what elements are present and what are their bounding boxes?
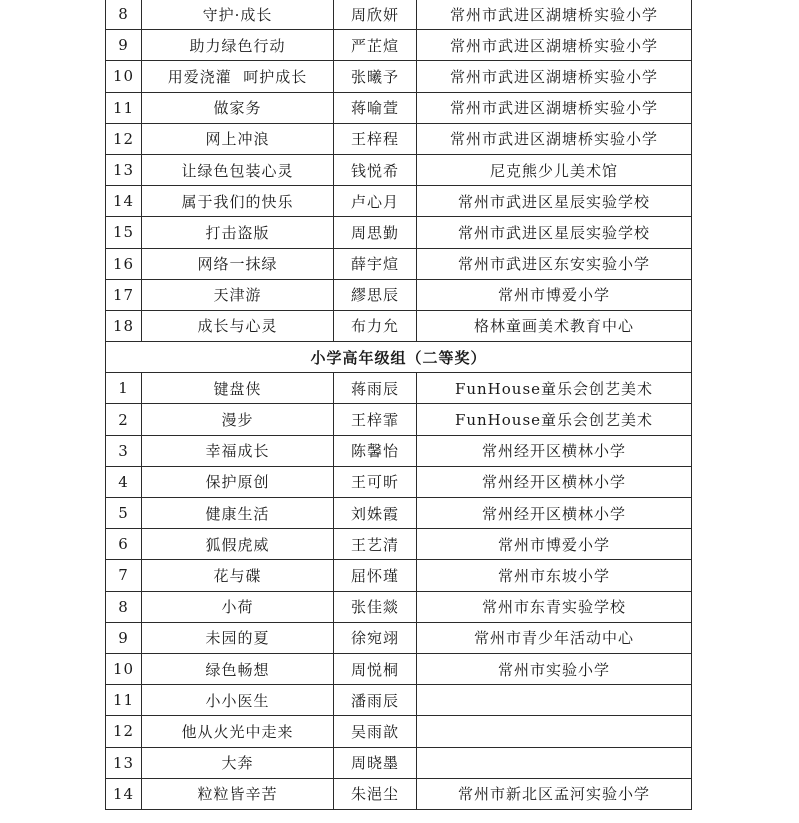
row-number: 14: [106, 778, 142, 809]
row-number: 10: [106, 653, 142, 684]
table-row: [106, 30, 692, 61]
table-row: [106, 61, 692, 92]
row-number: 13: [106, 154, 142, 185]
row-number: 8: [106, 591, 142, 622]
school-name: 常州市武进区湖塘桥实验小学: [417, 61, 692, 92]
table-row: [106, 217, 692, 248]
school-name: 尼克熊少儿美术馆: [417, 154, 692, 185]
artwork-title: 健康生活: [142, 498, 334, 529]
table-row: [106, 560, 692, 591]
artwork-title: 粒粒皆辛苦: [142, 778, 334, 809]
artwork-title: 小小医生: [142, 685, 334, 716]
artwork-title: 未园的夏: [142, 622, 334, 653]
artwork-title: 漫步: [142, 404, 334, 435]
row-number: 9: [106, 30, 142, 61]
student-name: 张佳燚: [334, 591, 417, 622]
row-number: 11: [106, 685, 142, 716]
school-name: 常州经开区横林小学: [417, 498, 692, 529]
school-name: 常州经开区横林小学: [417, 466, 692, 497]
student-name: 张曦予: [334, 61, 417, 92]
artwork-title: 天津游: [142, 279, 334, 310]
school-name: [417, 747, 692, 778]
table-row: [106, 435, 692, 466]
awards-table-body: [106, 0, 692, 809]
student-name: 蒋喻萱: [334, 92, 417, 123]
student-name: 刘姝霞: [334, 498, 417, 529]
awards-table: [105, 0, 692, 810]
student-name: 周欣妍: [334, 0, 417, 30]
school-name: FunHouse童乐会创艺美术: [417, 404, 692, 435]
table-row: [106, 685, 692, 716]
row-number: 15: [106, 217, 142, 248]
artwork-title: 花与碟: [142, 560, 334, 591]
row-number: 14: [106, 186, 142, 217]
row-number: 11: [106, 92, 142, 123]
artwork-title: 绿色畅想: [142, 653, 334, 684]
row-number: 7: [106, 560, 142, 591]
row-number: 17: [106, 279, 142, 310]
artwork-title: 助力绿色行动: [142, 30, 334, 61]
school-name: 常州市东青实验学校: [417, 591, 692, 622]
row-number: 2: [106, 404, 142, 435]
school-name: 常州市青少年活动中心: [417, 622, 692, 653]
table-row: [106, 123, 692, 154]
artwork-title: 网络一抹绿: [142, 248, 334, 279]
table-row: [106, 498, 692, 529]
table-row: [106, 310, 692, 341]
student-name: 严芷煊: [334, 30, 417, 61]
artwork-title: 打击盗版: [142, 217, 334, 248]
student-name: 吴雨歆: [334, 716, 417, 747]
student-name: 周悦桐: [334, 653, 417, 684]
student-name: 布力允: [334, 310, 417, 341]
artwork-title: 他从火光中走来: [142, 716, 334, 747]
school-name: 常州市实验小学: [417, 653, 692, 684]
school-name: 常州市武进区星辰实验学校: [417, 217, 692, 248]
student-name: 徐宛翊: [334, 622, 417, 653]
table-row: [106, 92, 692, 123]
artwork-title: 让绿色包装心灵: [142, 154, 334, 185]
artwork-title: 做家务: [142, 92, 334, 123]
table-row: [106, 622, 692, 653]
table-row: [106, 279, 692, 310]
student-name: 周思勤: [334, 217, 417, 248]
school-name: 常州市武进区湖塘桥实验小学: [417, 30, 692, 61]
table-row: [106, 404, 692, 435]
table-row: [106, 653, 692, 684]
table-row: [106, 591, 692, 622]
school-name: 常州市博爱小学: [417, 279, 692, 310]
row-number: 16: [106, 248, 142, 279]
table-row: [106, 716, 692, 747]
artwork-title: 狐假虎威: [142, 529, 334, 560]
school-name: 常州市博爱小学: [417, 529, 692, 560]
row-number: 18: [106, 310, 142, 341]
artwork-title: 保护原创: [142, 466, 334, 497]
row-number: 8: [106, 0, 142, 30]
school-name: [417, 716, 692, 747]
table-row: [106, 529, 692, 560]
student-name: 朱浥尘: [334, 778, 417, 809]
artwork-title: 幸福成长: [142, 435, 334, 466]
school-name: [417, 685, 692, 716]
table-row: [106, 248, 692, 279]
artwork-title: 成长与心灵: [142, 310, 334, 341]
row-number: 12: [106, 716, 142, 747]
school-name: 常州市新北区孟河实验小学: [417, 778, 692, 809]
artwork-title: 网上冲浪: [142, 123, 334, 154]
row-number: 9: [106, 622, 142, 653]
school-name: 常州经开区横林小学: [417, 435, 692, 466]
table-row: [106, 0, 692, 30]
student-name: 王可昕: [334, 466, 417, 497]
row-number: 5: [106, 498, 142, 529]
school-name: 常州市武进区湖塘桥实验小学: [417, 123, 692, 154]
row-number: 3: [106, 435, 142, 466]
student-name: 繆思辰: [334, 279, 417, 310]
table-row: [106, 373, 692, 404]
artwork-title: 用爱浇灌 呵护成长: [142, 61, 334, 92]
student-name: 钱悦希: [334, 154, 417, 185]
student-name: 蒋雨辰: [334, 373, 417, 404]
table-row: [106, 466, 692, 497]
student-name: 王艺清: [334, 529, 417, 560]
artwork-title: 键盘侠: [142, 373, 334, 404]
artwork-title: 属于我们的快乐: [142, 186, 334, 217]
school-name: 格林童画美术教育中心: [417, 310, 692, 341]
group-title: 小学高年级组（二等奖）: [106, 342, 692, 373]
student-name: 王梓程: [334, 123, 417, 154]
school-name: 常州市东坡小学: [417, 560, 692, 591]
artwork-title: 小荷: [142, 591, 334, 622]
row-number: 13: [106, 747, 142, 778]
table-row: [106, 154, 692, 185]
row-number: 12: [106, 123, 142, 154]
student-name: 屈怀瑾: [334, 560, 417, 591]
artwork-title: 守护·成长: [142, 0, 334, 30]
student-name: 陈馨怡: [334, 435, 417, 466]
group-header-row: [106, 342, 692, 373]
artwork-title: 大奔: [142, 747, 334, 778]
student-name: 周晓墨: [334, 747, 417, 778]
school-name: 常州市武进区东安实验小学: [417, 248, 692, 279]
student-name: 卢心月: [334, 186, 417, 217]
student-name: 潘雨辰: [334, 685, 417, 716]
table-row: [106, 778, 692, 809]
row-number: 6: [106, 529, 142, 560]
student-name: 薛宇煊: [334, 248, 417, 279]
school-name: 常州市武进区星辰实验学校: [417, 186, 692, 217]
table-row: [106, 747, 692, 778]
table-row: [106, 186, 692, 217]
school-name: 常州市武进区湖塘桥实验小学: [417, 0, 692, 30]
student-name: 王梓霏: [334, 404, 417, 435]
row-number: 1: [106, 373, 142, 404]
row-number: 10: [106, 61, 142, 92]
school-name: FunHouse童乐会创艺美术: [417, 373, 692, 404]
row-number: 4: [106, 466, 142, 497]
school-name: 常州市武进区湖塘桥实验小学: [417, 92, 692, 123]
